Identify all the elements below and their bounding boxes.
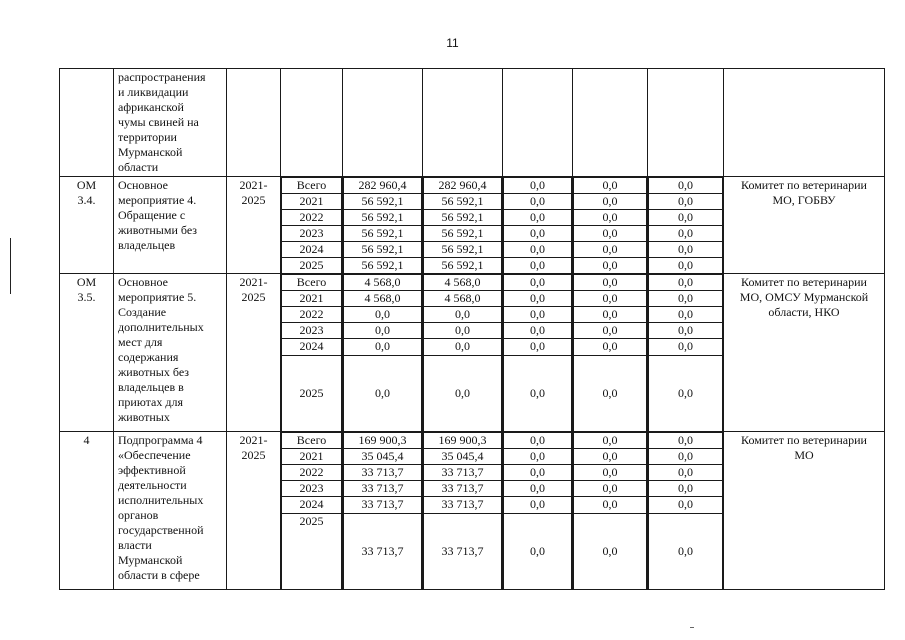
- amount-cell: 4 568,0: [424, 291, 502, 307]
- amount-cell: 169 900,3: [424, 433, 502, 449]
- activity-name: [114, 274, 227, 432]
- amount-cell: 0,0: [504, 291, 572, 307]
- other-values: [648, 432, 723, 589]
- amount-cell: 0,0: [649, 339, 723, 356]
- amount-cell: 0,0: [649, 178, 723, 194]
- amount-cell: 0,0: [649, 356, 723, 432]
- carryover-empty-cell: [503, 69, 573, 177]
- amount-cell: 0,0: [504, 433, 572, 449]
- amount-cell: 0,0: [649, 323, 723, 339]
- carryover-name-line: африканской: [118, 100, 184, 114]
- federal-funding-column: [503, 177, 573, 274]
- other-funding-column: [648, 432, 724, 590]
- federal-values: [503, 432, 572, 589]
- activity-name: [114, 177, 227, 274]
- amount-cell: 0,0: [574, 497, 647, 514]
- amount-cell: 33 713,7: [344, 514, 422, 590]
- executor-text: Комитет по ветеринарии МО, ГОБВУ: [741, 178, 867, 207]
- other-values: [648, 177, 723, 273]
- regional-values: [423, 432, 502, 589]
- amount-cell: 0,0: [504, 226, 572, 242]
- amount-cell: 0,0: [504, 275, 572, 291]
- local-values: [573, 432, 647, 589]
- amount-cell: 0,0: [504, 339, 572, 356]
- amount-cell: 282 960,4: [424, 178, 502, 194]
- years-values: [281, 274, 342, 431]
- amount-cell: 0,0: [574, 481, 647, 497]
- local-funding-column: [573, 432, 648, 590]
- program-row: [60, 274, 885, 432]
- amount-cell: 56 592,1: [424, 210, 502, 226]
- total-values: [343, 274, 422, 431]
- amount-cell: 0,0: [574, 258, 647, 274]
- program-row: [60, 432, 885, 590]
- scan-speck: [690, 627, 694, 628]
- year-label: 2021: [282, 291, 342, 307]
- total-funding-column: [343, 177, 423, 274]
- amount-cell: 33 713,7: [344, 481, 422, 497]
- year-label: 2025: [282, 258, 342, 274]
- amount-cell: 0,0: [574, 226, 647, 242]
- years-values: [281, 177, 342, 273]
- period: [227, 274, 281, 432]
- amount-cell: 4 568,0: [344, 291, 422, 307]
- year-label: 2021: [282, 449, 342, 465]
- amount-cell: 0,0: [649, 194, 723, 210]
- amount-cell: 33 713,7: [424, 465, 502, 481]
- amount-cell: 0,0: [504, 242, 572, 258]
- amount-cell: 282 960,4: [344, 178, 422, 194]
- year-label: 2023: [282, 226, 342, 242]
- carryover-name-line: и ликвидации: [118, 85, 189, 99]
- amount-cell: 0,0: [504, 258, 572, 274]
- carryover-name-line: распространения: [118, 70, 206, 84]
- amount-cell: 33 713,7: [344, 497, 422, 514]
- amount-cell: 0,0: [344, 323, 422, 339]
- amount-cell: 0,0: [649, 497, 723, 514]
- program-row: [60, 177, 885, 274]
- amount-cell: 0,0: [424, 356, 502, 432]
- amount-cell: 0,0: [649, 210, 723, 226]
- carryover-empty-cell: [724, 69, 885, 177]
- amount-cell: 0,0: [574, 275, 647, 291]
- carryover-empty-cell: [573, 69, 648, 177]
- amount-cell: 33 713,7: [424, 481, 502, 497]
- year-label: 2022: [282, 465, 342, 481]
- carryover-name-line: чумы свиней на: [118, 115, 199, 129]
- year-label: 2025: [282, 356, 342, 432]
- carryover-row: [60, 69, 885, 177]
- amount-cell: 56 592,1: [424, 242, 502, 258]
- amount-cell: 0,0: [574, 194, 647, 210]
- carryover-empty-cell: [281, 69, 343, 177]
- executor: [724, 274, 885, 432]
- amount-cell: 0,0: [504, 307, 572, 323]
- amount-cell: 0,0: [574, 356, 647, 432]
- regional-funding-column: [423, 177, 503, 274]
- year-column: [281, 432, 343, 590]
- year-label: 2023: [282, 481, 342, 497]
- amount-cell: 56 592,1: [344, 226, 422, 242]
- regional-values: [423, 274, 502, 431]
- years-values: [281, 432, 342, 589]
- row-number: [60, 177, 114, 274]
- amount-cell: 0,0: [504, 449, 572, 465]
- period-text: 2021- 2025: [239, 275, 268, 304]
- period: [227, 432, 281, 590]
- amount-cell: 0,0: [424, 323, 502, 339]
- other-funding-column: [648, 177, 724, 274]
- amount-cell: 0,0: [649, 242, 723, 258]
- activity-name-text: Основное мероприятие 5. Создание дополнительных мест для содержания животных без владельцев в приютах для животных: [118, 275, 204, 424]
- executor: [724, 177, 885, 274]
- executor: [724, 432, 885, 590]
- federal-funding-column: [503, 274, 573, 432]
- year-column: [281, 274, 343, 432]
- amount-cell: 0,0: [504, 481, 572, 497]
- total-values: [343, 177, 422, 273]
- amount-cell: 0,0: [649, 291, 723, 307]
- amount-cell: 0,0: [574, 465, 647, 481]
- local-values: [573, 274, 647, 431]
- regional-funding-column: [423, 432, 503, 590]
- amount-cell: 56 592,1: [424, 226, 502, 242]
- amount-cell: 56 592,1: [344, 258, 422, 274]
- year-label: 2021: [282, 194, 342, 210]
- year-label: Всего: [282, 178, 342, 194]
- amount-cell: 0,0: [574, 178, 647, 194]
- amount-cell: 56 592,1: [344, 242, 422, 258]
- year-column: [281, 177, 343, 274]
- regional-funding-column: [423, 274, 503, 432]
- executor-text: Комитет по ветеринарии МО, ОМСУ Мурманской области, НКО: [739, 275, 869, 319]
- year-label: 2023: [282, 323, 342, 339]
- amount-cell: 0,0: [504, 514, 572, 590]
- year-label: 2022: [282, 210, 342, 226]
- period: [227, 177, 281, 274]
- amount-cell: 0,0: [504, 323, 572, 339]
- amount-cell: 0,0: [344, 307, 422, 323]
- carryover-name-line: территории: [118, 130, 177, 144]
- amount-cell: 0,0: [649, 465, 723, 481]
- year-label: 2024: [282, 242, 342, 258]
- row-number: [60, 432, 114, 590]
- amount-cell: 0,0: [574, 323, 647, 339]
- scan-margin-mark: [10, 238, 11, 294]
- total-values: [343, 432, 422, 589]
- activity-name-text: Подпрограмма 4 «Обеспечение эффективной деятельности исполнительных органов государственной власти Мурманской области в сфере: [118, 433, 204, 582]
- row-number: [60, 274, 114, 432]
- year-label: 2024: [282, 497, 342, 514]
- amount-cell: 0,0: [649, 258, 723, 274]
- activity-name-text: Основное мероприятие 4. Обращение с животными без владельцев: [118, 178, 198, 252]
- other-values: [648, 274, 723, 431]
- amount-cell: 33 713,7: [344, 465, 422, 481]
- amount-cell: 169 900,3: [344, 433, 422, 449]
- year-label: 2024: [282, 339, 342, 356]
- page-number: 11: [446, 36, 459, 50]
- carryover-empty-cell: [60, 69, 114, 177]
- amount-cell: 0,0: [504, 465, 572, 481]
- amount-cell: 0,0: [504, 178, 572, 194]
- amount-cell: 0,0: [574, 514, 647, 590]
- amount-cell: 33 713,7: [424, 497, 502, 514]
- amount-cell: 0,0: [504, 497, 572, 514]
- amount-cell: 0,0: [504, 194, 572, 210]
- amount-cell: 0,0: [649, 226, 723, 242]
- amount-cell: 56 592,1: [344, 210, 422, 226]
- federal-values: [503, 274, 572, 431]
- carryover-name-cell: [114, 69, 227, 177]
- executor-text: Комитет по ветеринарии МО: [741, 433, 867, 462]
- amount-cell: 0,0: [649, 449, 723, 465]
- amount-cell: 0,0: [574, 210, 647, 226]
- budget-table: [59, 68, 885, 590]
- year-label: Всего: [282, 433, 342, 449]
- local-funding-column: [573, 177, 648, 274]
- amount-cell: 0,0: [574, 449, 647, 465]
- local-values: [573, 177, 647, 273]
- row-number-text: ОМ 3.5.: [76, 275, 97, 304]
- amount-cell: 56 592,1: [344, 194, 422, 210]
- amount-cell: 0,0: [574, 433, 647, 449]
- row-number-text: ОМ 3.4.: [76, 178, 97, 207]
- regional-values: [423, 177, 502, 273]
- amount-cell: 0,0: [344, 339, 422, 356]
- total-funding-column: [343, 432, 423, 590]
- carryover-empty-cell: [343, 69, 423, 177]
- amount-cell: 0,0: [424, 339, 502, 356]
- amount-cell: 56 592,1: [424, 194, 502, 210]
- amount-cell: 0,0: [504, 210, 572, 226]
- amount-cell: 35 045,4: [424, 449, 502, 465]
- amount-cell: 0,0: [504, 356, 572, 432]
- amount-cell: 0,0: [649, 275, 723, 291]
- year-label: Всего: [282, 275, 342, 291]
- other-funding-column: [648, 274, 724, 432]
- activity-name: [114, 432, 227, 590]
- amount-cell: 0,0: [649, 307, 723, 323]
- period-text: 2021- 2025: [239, 433, 268, 462]
- carryover-name-line: области: [118, 160, 159, 174]
- amount-cell: 0,0: [574, 307, 647, 323]
- amount-cell: 0,0: [574, 242, 647, 258]
- federal-funding-column: [503, 432, 573, 590]
- row-number-text: 4: [83, 433, 90, 447]
- year-label: 2022: [282, 307, 342, 323]
- amount-cell: 56 592,1: [424, 258, 502, 274]
- amount-cell: 35 045,4: [344, 449, 422, 465]
- amount-cell: 0,0: [649, 481, 723, 497]
- amount-cell: 33 713,7: [424, 514, 502, 590]
- period-text: 2021- 2025: [239, 178, 268, 207]
- local-funding-column: [573, 274, 648, 432]
- amount-cell: 0,0: [424, 307, 502, 323]
- total-funding-column: [343, 274, 423, 432]
- amount-cell: 0,0: [649, 433, 723, 449]
- carryover-name-line: Мурманской: [118, 145, 183, 159]
- amount-cell: 4 568,0: [424, 275, 502, 291]
- amount-cell: 0,0: [649, 514, 723, 590]
- carryover-empty-cell: [227, 69, 281, 177]
- amount-cell: 0,0: [344, 356, 422, 432]
- federal-values: [503, 177, 572, 273]
- year-label: 2025: [282, 514, 342, 590]
- amount-cell: 0,0: [574, 291, 647, 307]
- amount-cell: 4 568,0: [344, 275, 422, 291]
- amount-cell: 0,0: [574, 339, 647, 356]
- carryover-empty-cell: [648, 69, 724, 177]
- carryover-empty-cell: [423, 69, 503, 177]
